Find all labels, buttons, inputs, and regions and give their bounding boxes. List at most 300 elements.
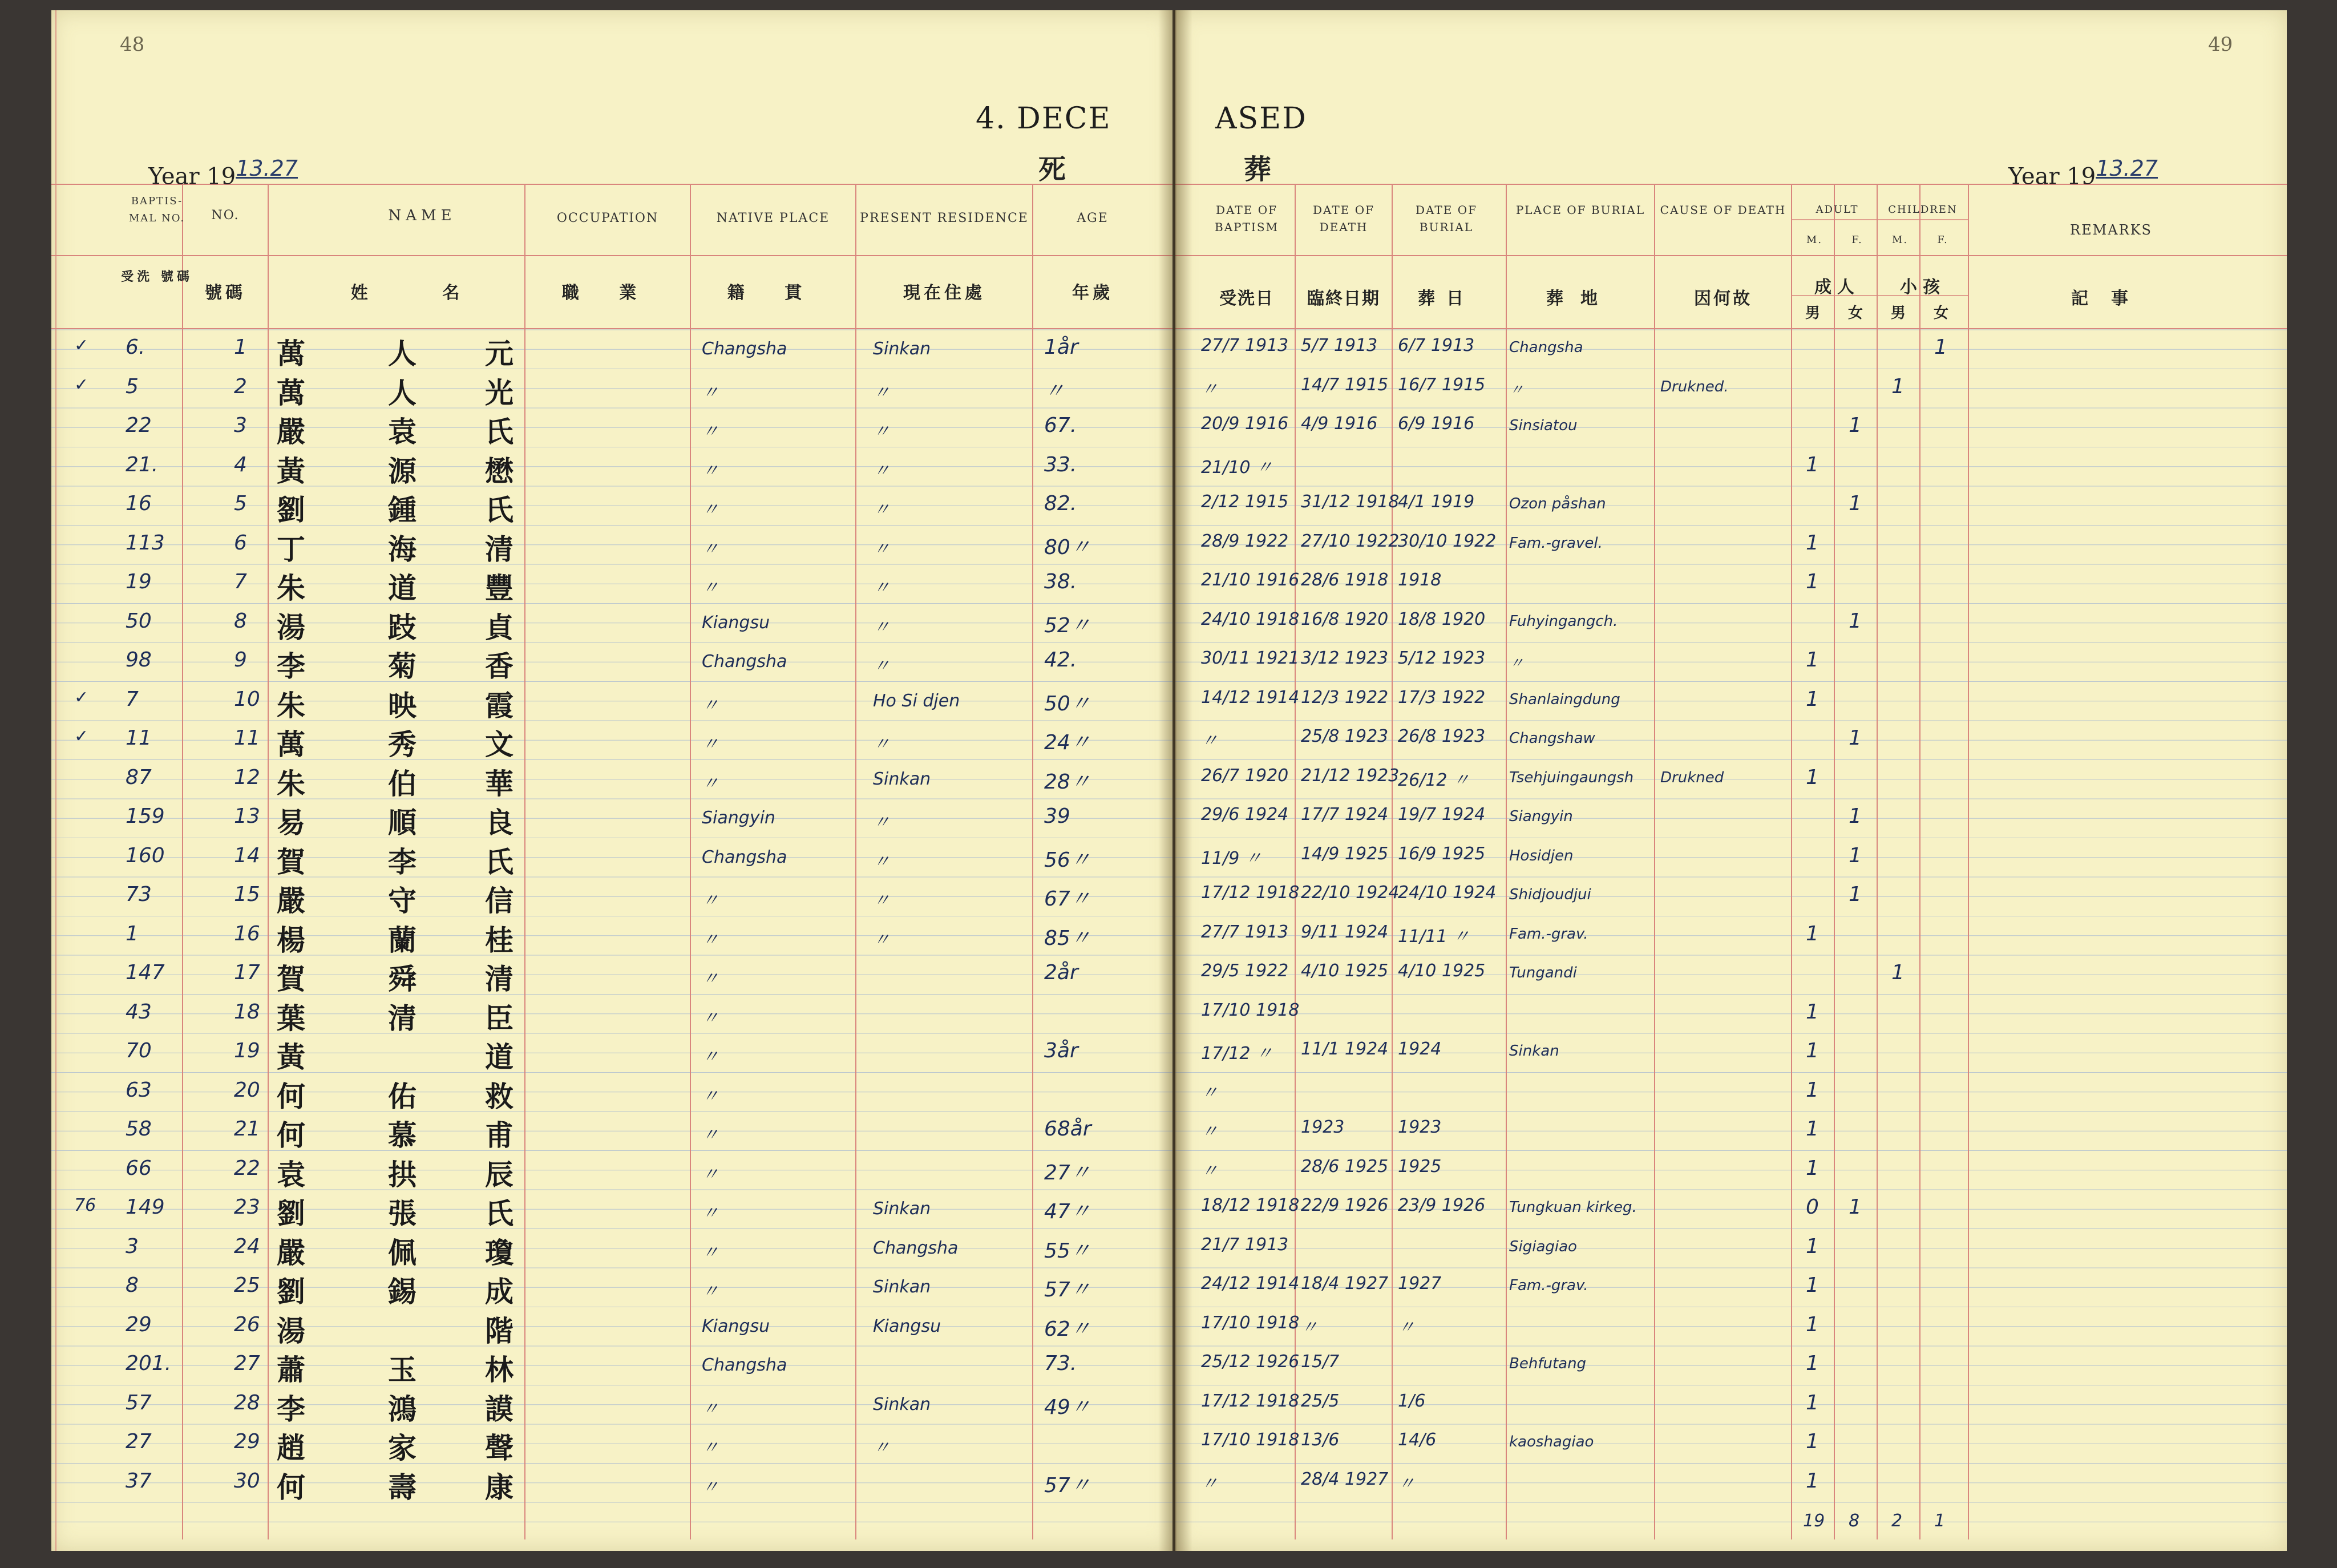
total-adult-male: 19 [1803, 1511, 1825, 1531]
native-place: Changsha [702, 847, 787, 867]
age: 38. [1044, 570, 1077, 593]
name-char-2: 順 [388, 806, 417, 839]
date-death: 15/7 [1301, 1352, 1340, 1372]
adult-male: 1 [1806, 922, 1819, 945]
name-char-2: 跂 [388, 610, 417, 644]
header-name: NAME [388, 207, 456, 224]
name-char-1: 劉 [277, 1197, 305, 1230]
adult-male: 1 [1806, 1312, 1819, 1336]
date-death: 12/3 1922 [1301, 687, 1389, 708]
header-remarks-cjk: 記事 [2071, 289, 2151, 309]
adult-male: 1 [1806, 1469, 1819, 1493]
native-place: 〃 [702, 1282, 719, 1302]
name-char-1: 嚴 [277, 1235, 305, 1270]
name-char-2: 伯 [388, 766, 417, 801]
date-death: 28/4 1927 [1301, 1469, 1389, 1489]
place-burial: Shidjoudjui [1509, 886, 1591, 903]
native-place: 〃 [702, 1125, 719, 1145]
date-burial: 30/10 1922 [1398, 531, 1497, 551]
name-char-3: 氏 [485, 844, 514, 879]
age: 67. [1044, 414, 1077, 437]
adult-male: 1 [1806, 765, 1819, 789]
present-residence: Sinkan [873, 1394, 931, 1415]
present-residence: 〃 [873, 578, 890, 598]
name-char-1: 嚴 [277, 884, 305, 918]
entry-number: 27 [234, 1352, 260, 1375]
date-baptism: 21/7 1913 [1201, 1234, 1289, 1255]
header-place-burial-cjk: 葬地 [1546, 289, 1615, 309]
adult-male: 1 [1806, 1000, 1819, 1024]
name-char-3: 甫 [485, 1118, 514, 1152]
header-age: AGE [1077, 211, 1109, 225]
date-burial: 17/3 1922 [1398, 687, 1486, 708]
name-char-3: 文 [485, 728, 514, 761]
check-mark: ✓ [74, 726, 89, 746]
name-char-3: 懋 [485, 454, 514, 488]
name-char-3: 謨 [485, 1392, 514, 1426]
native-place: 〃 [702, 578, 719, 598]
header-date-burial: DATE OF BURIAL [1416, 203, 1477, 234]
header-adult-cjk: 成人 [1814, 277, 1860, 297]
present-residence: 〃 [873, 617, 890, 637]
adult-female: 1 [1849, 805, 1862, 828]
native-place: Changsha [702, 339, 787, 359]
date-death: 9/11 1924 [1301, 922, 1389, 942]
cause-death: Drukned [1660, 769, 1724, 786]
baptismal-number: 87 [126, 765, 152, 789]
date-burial: 5/12 1923 [1398, 648, 1486, 668]
date-baptism: 29/6 1924 [1201, 805, 1289, 825]
name-char-1: 賀 [277, 962, 305, 996]
name-char-2: 秀 [388, 728, 417, 761]
date-death: 14/7 1915 [1301, 374, 1389, 395]
entry-number: 24 [234, 1234, 260, 1258]
date-burial: 1923 [1398, 1117, 1442, 1137]
entry-number: 14 [234, 843, 260, 867]
age: 57〃 [1044, 1278, 1091, 1302]
name-char-3: 良 [485, 806, 514, 839]
entry-number: 28 [234, 1391, 260, 1415]
place-burial: Tungandi [1509, 964, 1577, 981]
adult-male: 1 [1806, 1352, 1819, 1375]
date-baptism: 24/12 1914 [1201, 1274, 1300, 1294]
present-residence: Sinkan [873, 339, 931, 359]
baptismal-number: 160 [126, 843, 165, 867]
entry-number: 17 [234, 961, 260, 984]
total-adult-female: 8 [1849, 1511, 1860, 1531]
header-age-cjk: 年歲 [1072, 283, 1113, 303]
place-burial: Changsha [1509, 339, 1583, 356]
native-place: 〃 [702, 1086, 719, 1106]
year-label: Year 1913.27 [148, 156, 298, 190]
name-char-3: 康 [485, 1470, 514, 1504]
page-title-cjk: 葬 [1244, 153, 1272, 185]
age: 85〃 [1044, 926, 1091, 950]
baptismal-number: 1 [126, 922, 139, 945]
native-place: Kiangsu [702, 1316, 770, 1336]
entry-number: 3 [234, 414, 247, 437]
date-burial: 4/10 1925 [1398, 961, 1486, 981]
age: 1år [1044, 336, 1078, 359]
adult-female: 1 [1849, 1195, 1862, 1219]
date-death: 18/4 1927 [1301, 1274, 1389, 1294]
baptismal-number: 70 [126, 1039, 152, 1062]
baptismal-number: 63 [126, 1078, 152, 1102]
date-baptism: 17/10 1918 [1201, 1430, 1300, 1450]
header-native-place-cjk: 籍 貫 [727, 283, 819, 303]
name-char-2: 守 [388, 884, 417, 918]
header-children-f-cjk: 女 [1933, 305, 1952, 322]
name-char-2: 慕 [388, 1118, 417, 1152]
name-char-1: 李 [277, 649, 305, 683]
name-char-3: 華 [485, 766, 514, 801]
entry-number: 19 [234, 1039, 260, 1062]
adult-male: 1 [1806, 1039, 1819, 1062]
date-baptism: 29/5 1922 [1201, 961, 1289, 981]
name-char-2: 家 [388, 1431, 417, 1465]
date-burial: 1918 [1398, 570, 1442, 590]
age: 57〃 [1044, 1473, 1091, 1497]
age: 2år [1044, 961, 1078, 984]
header-baptismal-no: BAPTIS-MAL NO. [128, 195, 185, 224]
place-burial: Ozon påshan [1509, 495, 1606, 512]
baptismal-number: 113 [126, 531, 165, 555]
adult-female: 1 [1849, 414, 1862, 437]
adult-male: 0 [1806, 1195, 1819, 1219]
date-burial: 〃 [1398, 1473, 1415, 1494]
date-baptism: 21/10 1916 [1201, 570, 1300, 590]
baptismal-number: 73 [126, 883, 152, 906]
baptismal-number: 21. [126, 452, 159, 476]
native-place: 〃 [702, 1164, 719, 1185]
baptismal-number: 66 [126, 1156, 152, 1180]
native-place: Siangyin [702, 808, 775, 828]
baptismal-number: 3 [126, 1234, 139, 1258]
year-handwritten: 13.27 [2096, 156, 2158, 181]
name-char-2: 人 [388, 337, 417, 370]
name-char-3: 元 [485, 337, 514, 370]
native-place: 〃 [702, 773, 719, 794]
native-place: 〃 [702, 1203, 719, 1223]
year-handwritten: 13.27 [236, 156, 298, 181]
age: 67〃 [1044, 887, 1091, 911]
adult-female: 1 [1849, 492, 1862, 515]
name-char-2: 道 [388, 571, 417, 605]
native-place: Changsha [702, 1355, 787, 1375]
name-char-3: 成 [485, 1275, 514, 1308]
date-baptism: 27/7 1913 [1201, 336, 1289, 355]
name-char-1: 易 [277, 806, 305, 839]
adult-male: 1 [1806, 1078, 1819, 1102]
name-char-2: 映 [388, 688, 417, 722]
date-burial: 〃 [1398, 1317, 1415, 1337]
native-place: 〃 [702, 1438, 719, 1458]
baptismal-number: 159 [126, 805, 165, 828]
name-char-3: 貞 [485, 610, 514, 644]
present-residence: 〃 [873, 500, 890, 520]
total-child-male: 2 [1891, 1511, 1903, 1531]
book-gutter [1158, 10, 1192, 1551]
date-burial: 1927 [1398, 1274, 1442, 1294]
place-burial: 〃 [1509, 655, 1525, 672]
adult-male: 1 [1806, 687, 1819, 711]
place-burial: Fam.-grav. [1509, 1277, 1588, 1294]
date-burial: 26/12 〃 [1398, 770, 1470, 790]
name-char-2: 袁 [388, 415, 417, 448]
header-baptismal-no-cjk: 受洗 號碼 [121, 269, 193, 284]
place-burial: 〃 [1509, 381, 1525, 399]
date-burial: 23/9 1926 [1398, 1195, 1486, 1215]
date-baptism: 11/9 〃 [1201, 848, 1262, 868]
name-char-2: 佩 [388, 1235, 417, 1270]
age: 52〃 [1044, 613, 1091, 637]
present-residence: Changsha [873, 1238, 959, 1258]
date-baptism: 〃 [1201, 1473, 1218, 1494]
entry-number: 8 [234, 609, 247, 633]
baptismal-number: 19 [126, 570, 152, 593]
baptismal-number: 57 [126, 1391, 152, 1415]
name-char-1: 蕭 [277, 1353, 305, 1387]
adult-male: 1 [1806, 1234, 1819, 1258]
name-char-1: 朱 [277, 688, 305, 722]
date-burial: 26/8 1923 [1398, 726, 1486, 746]
left-ruling [51, 10, 1172, 1551]
present-residence: 〃 [873, 539, 890, 559]
date-death: 14/9 1925 [1301, 843, 1389, 864]
name-char-3: 清 [485, 532, 514, 566]
name-char-1: 萬 [277, 375, 305, 410]
date-baptism: 25/12 1926 [1201, 1352, 1300, 1372]
name-char-1: 朱 [277, 571, 305, 605]
present-residence: Sinkan [873, 769, 931, 789]
name-char-1: 賀 [277, 844, 305, 879]
date-death: 17/7 1924 [1301, 805, 1389, 825]
name-char-2: 蘭 [388, 923, 417, 957]
place-burial: Fuhyingangch. [1509, 612, 1618, 630]
age: 〃 [1044, 379, 1065, 403]
name-char-2: 源 [388, 454, 417, 488]
name-char-2: 拱 [388, 1157, 417, 1191]
age: 27〃 [1044, 1161, 1091, 1185]
date-baptism: 17/12 1918 [1201, 1391, 1300, 1411]
child-female: 1 [1934, 336, 1947, 359]
age: 73. [1044, 1352, 1077, 1375]
adult-female: 1 [1849, 726, 1862, 750]
entry-number: 29 [234, 1430, 260, 1453]
header-children-f: F. [1937, 234, 1948, 246]
name-char-3: 香 [485, 649, 514, 683]
present-residence: Sinkan [873, 1277, 931, 1297]
page-title: ASED [1215, 102, 1307, 136]
entry-number: 4 [234, 452, 247, 476]
date-burial: 19/7 1924 [1398, 805, 1486, 825]
place-burial: Tungkuan kirkeg. [1509, 1199, 1637, 1216]
name-char-1: 何 [277, 1470, 305, 1504]
name-char-1: 湯 [277, 1314, 305, 1348]
adult-male: 1 [1806, 1117, 1819, 1141]
age: 49〃 [1044, 1395, 1091, 1419]
present-residence: 〃 [873, 656, 890, 676]
entry-number: 26 [234, 1312, 260, 1336]
place-burial: Hosidjen [1509, 847, 1574, 864]
name-char-2: 海 [388, 532, 417, 566]
adult-male: 1 [1806, 1391, 1819, 1415]
place-burial: Tsehjuingaungsh [1509, 769, 1634, 786]
adult-male: 1 [1806, 531, 1819, 555]
name-char-2: 人 [388, 375, 417, 410]
header-occupation: OCCUPATION [556, 211, 659, 225]
native-place: 〃 [702, 382, 719, 403]
baptismal-number: 11 [126, 726, 152, 750]
date-burial: 16/9 1925 [1398, 843, 1486, 864]
total-child-female: 1 [1934, 1511, 1946, 1531]
age: 42. [1044, 648, 1077, 672]
present-residence: 〃 [873, 851, 890, 872]
header-cause-death-cjk: 因何故 [1694, 289, 1752, 309]
date-burial: 16/7 1915 [1398, 374, 1486, 395]
name-char-3: 道 [485, 1040, 514, 1074]
date-burial: 4/1 1919 [1398, 492, 1475, 512]
native-place: Changsha [702, 652, 787, 672]
name-char-1: 湯 [277, 610, 305, 644]
header-name-cjk: 姓 名 [350, 283, 494, 303]
check-mark: 76 [74, 1195, 96, 1215]
native-place: 〃 [702, 1008, 719, 1028]
header-native-place: NATIVE PLACE [716, 211, 830, 225]
baptismal-number: 7 [126, 687, 139, 711]
name-char-1: 萬 [277, 337, 305, 370]
place-burial: Sinkan [1509, 1042, 1559, 1060]
date-burial: 1/6 [1398, 1391, 1426, 1411]
date-death: 1923 [1301, 1117, 1345, 1137]
entry-number: 13 [234, 805, 260, 828]
date-baptism: 21/10 〃 [1201, 457, 1273, 478]
date-burial: 6/9 1916 [1398, 414, 1475, 434]
name-char-1: 朱 [277, 766, 305, 801]
date-baptism: 17/12 1918 [1201, 883, 1300, 903]
date-death: 22/9 1926 [1301, 1195, 1389, 1215]
native-place: 〃 [702, 1399, 719, 1419]
date-death: 25/5 [1301, 1391, 1340, 1411]
name-char-2: 鍾 [388, 493, 417, 527]
entry-number: 7 [234, 570, 247, 593]
age: 80〃 [1044, 535, 1091, 559]
native-place: 〃 [702, 930, 719, 950]
child-male: 1 [1891, 961, 1905, 984]
header-date-baptism-cjk: 受洗日 [1219, 289, 1274, 309]
present-residence: Kiangsu [873, 1316, 941, 1336]
date-burial: 24/10 1924 [1398, 883, 1497, 903]
name-char-3: 氏 [485, 415, 514, 448]
native-place: 〃 [702, 500, 719, 520]
name-char-3: 瓊 [485, 1235, 514, 1270]
native-place: 〃 [702, 460, 719, 481]
name-char-1: 趙 [277, 1431, 305, 1465]
place-burial: Shanlaingdung [1509, 690, 1620, 708]
date-death: 5/7 1913 [1301, 336, 1378, 355]
age: 56〃 [1044, 848, 1091, 872]
adult-male: 1 [1806, 570, 1819, 593]
date-baptism: 27/7 1913 [1201, 922, 1289, 942]
entry-number: 22 [234, 1156, 260, 1180]
place-burial: Sigiagiao [1509, 1238, 1577, 1255]
date-death: 28/6 1925 [1301, 1156, 1389, 1177]
name-char-3: 林 [485, 1353, 514, 1387]
name-char-3: 光 [485, 375, 514, 410]
entry-number: 23 [234, 1195, 260, 1219]
header-children-m: M. [1891, 234, 1909, 246]
date-death: 4/9 1916 [1301, 414, 1378, 434]
baptismal-number: 147 [126, 961, 165, 984]
header-present-residence: PRESENT RESIDENCE [860, 211, 1029, 225]
date-death: 27/10 1922 [1301, 531, 1400, 551]
header-occupation-cjk: 職 業 [561, 283, 654, 303]
name-char-3: 信 [485, 884, 514, 918]
name-char-3: 氏 [485, 493, 514, 527]
present-residence: Sinkan [873, 1199, 931, 1219]
header-present-residence-cjk: 現在住處 [903, 283, 985, 303]
date-death: 13/6 [1301, 1430, 1340, 1450]
age: 33. [1044, 452, 1077, 476]
age: 28〃 [1044, 770, 1091, 794]
header-adult-m: M. [1806, 234, 1823, 246]
place-burial: kaoshagiao [1509, 1433, 1594, 1450]
date-baptism: 17/10 1918 [1201, 1000, 1300, 1020]
date-baptism: 〃 [1201, 1161, 1218, 1181]
entry-number: 25 [234, 1274, 260, 1297]
page-number: 48 [120, 33, 145, 56]
native-place: 〃 [702, 539, 719, 559]
header-date-baptism: DATE OF BAPTISM [1214, 203, 1279, 234]
name-char-3: 桂 [485, 923, 514, 957]
date-baptism: 〃 [1201, 731, 1218, 751]
header-children-m-cjk: 男 [1890, 305, 1909, 322]
name-char-3: 氏 [485, 1197, 514, 1230]
page-title-cjk: 死 [1038, 153, 1066, 185]
date-baptism: 17/12 〃 [1201, 1044, 1273, 1064]
name-char-1: 嚴 [277, 415, 305, 448]
date-death: 4/10 1925 [1301, 961, 1389, 981]
adult-male: 1 [1806, 1430, 1819, 1453]
name-char-1: 黃 [277, 454, 305, 488]
header-children-cjk: 小孩 [1900, 277, 1946, 297]
date-burial: 18/8 1920 [1398, 609, 1486, 629]
header-adult-m-cjk: 男 [1805, 305, 1823, 322]
present-residence: Ho Si djen [873, 690, 960, 711]
name-char-2: 張 [388, 1197, 417, 1230]
name-char-1: 劉 [277, 493, 305, 527]
check-mark: ✓ [74, 374, 89, 395]
name-char-2: 舜 [388, 962, 417, 996]
header-adult: ADULT [1816, 204, 1859, 216]
adult-male: 1 [1806, 648, 1819, 672]
native-place: 〃 [702, 734, 719, 754]
header-date-death: DATE OF DEATH [1313, 203, 1374, 234]
name-char-2: 清 [388, 1001, 417, 1035]
age: 50〃 [1044, 692, 1091, 716]
adult-female: 1 [1849, 609, 1862, 633]
date-burial: 1924 [1398, 1039, 1442, 1059]
entry-number: 5 [234, 492, 247, 515]
baptismal-number: 201. [126, 1352, 172, 1375]
entry-number: 20 [234, 1078, 260, 1102]
date-burial: 14/6 [1398, 1430, 1437, 1450]
header-place-burial: PLACE OF BURIAL [1515, 203, 1645, 217]
age: 55〃 [1044, 1239, 1091, 1263]
age: 39 [1044, 805, 1070, 828]
baptismal-number: 6. [126, 336, 145, 359]
present-residence: 〃 [873, 422, 890, 442]
